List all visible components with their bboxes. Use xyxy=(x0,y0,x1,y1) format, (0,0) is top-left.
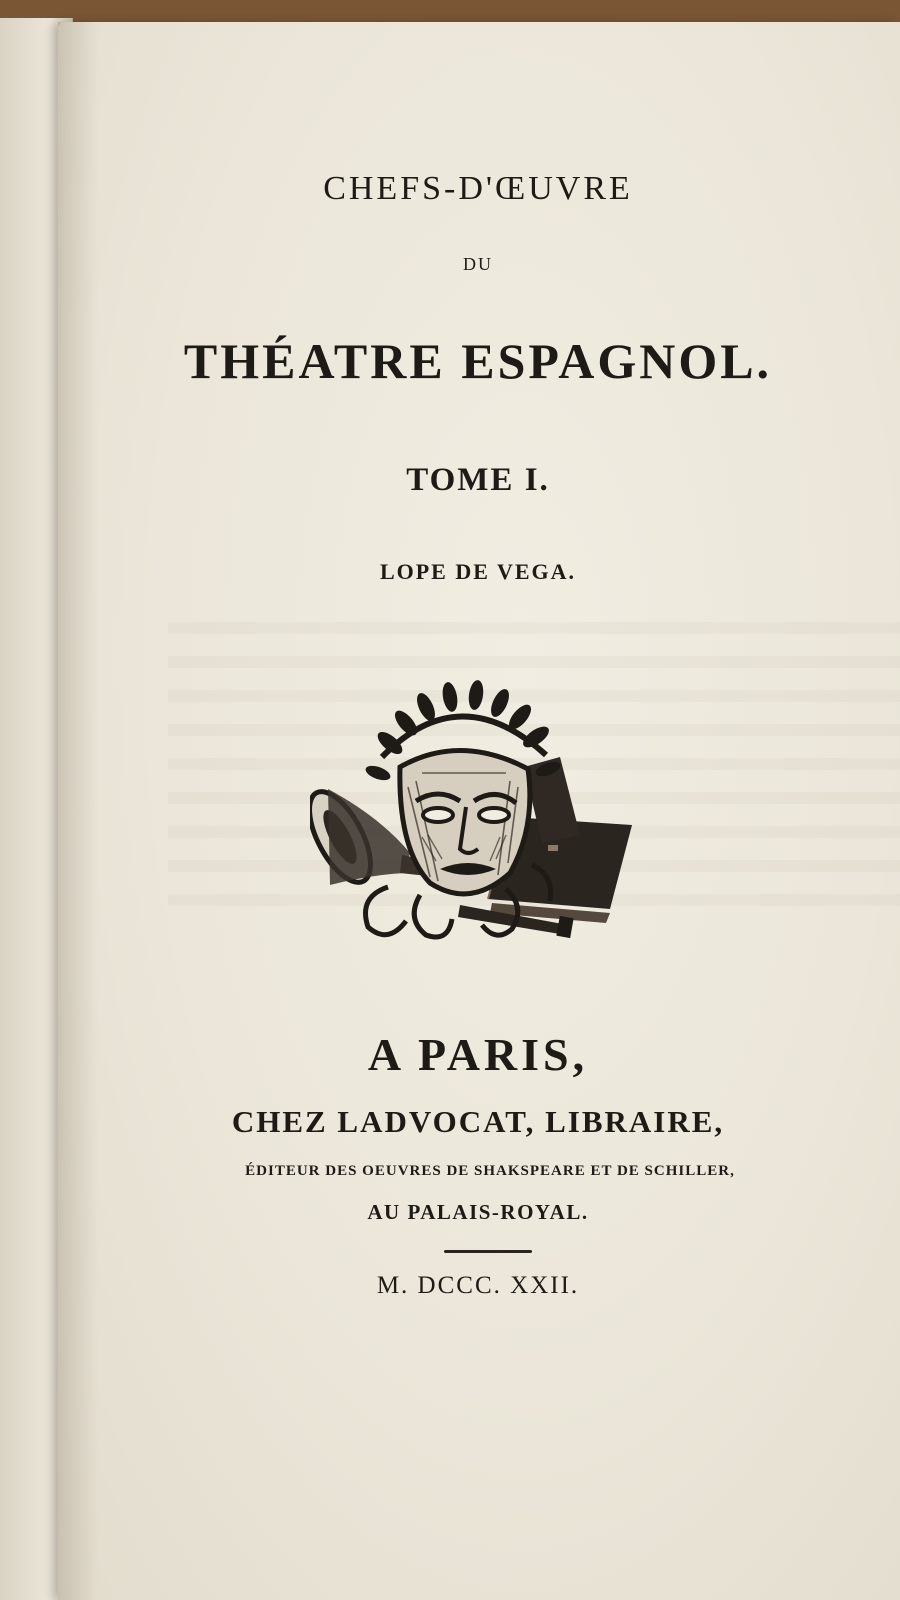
theatre-mask-laurel-icon xyxy=(310,677,640,952)
imprint-address: AU PALAIS-ROYAL. xyxy=(367,1200,589,1224)
title-page xyxy=(58,22,900,1600)
title-line-theatre-espagnol: THÉATRE ESPAGNOL. xyxy=(183,333,773,389)
imprint-publisher-note: ÉDITEUR DES OEUVRES DE SHAKSPEARE ET DE SCHILLER, xyxy=(245,1163,735,1179)
title-line-chefs-doeuvre: CHEFS-D'ŒUVRE xyxy=(323,170,633,207)
imprint-publisher: CHEZ LADVOCAT, LIBRAIRE, xyxy=(231,1104,725,1139)
title-line-du: DU xyxy=(463,254,493,274)
author-name: LOPE DE VEGA. xyxy=(379,559,577,584)
volume-number: TOME I. xyxy=(406,462,550,498)
divider-rule xyxy=(444,1250,532,1253)
imprint-place: A PARIS, xyxy=(367,1029,589,1080)
imprint-date: M. DCCC. XXII. xyxy=(376,1272,580,1299)
